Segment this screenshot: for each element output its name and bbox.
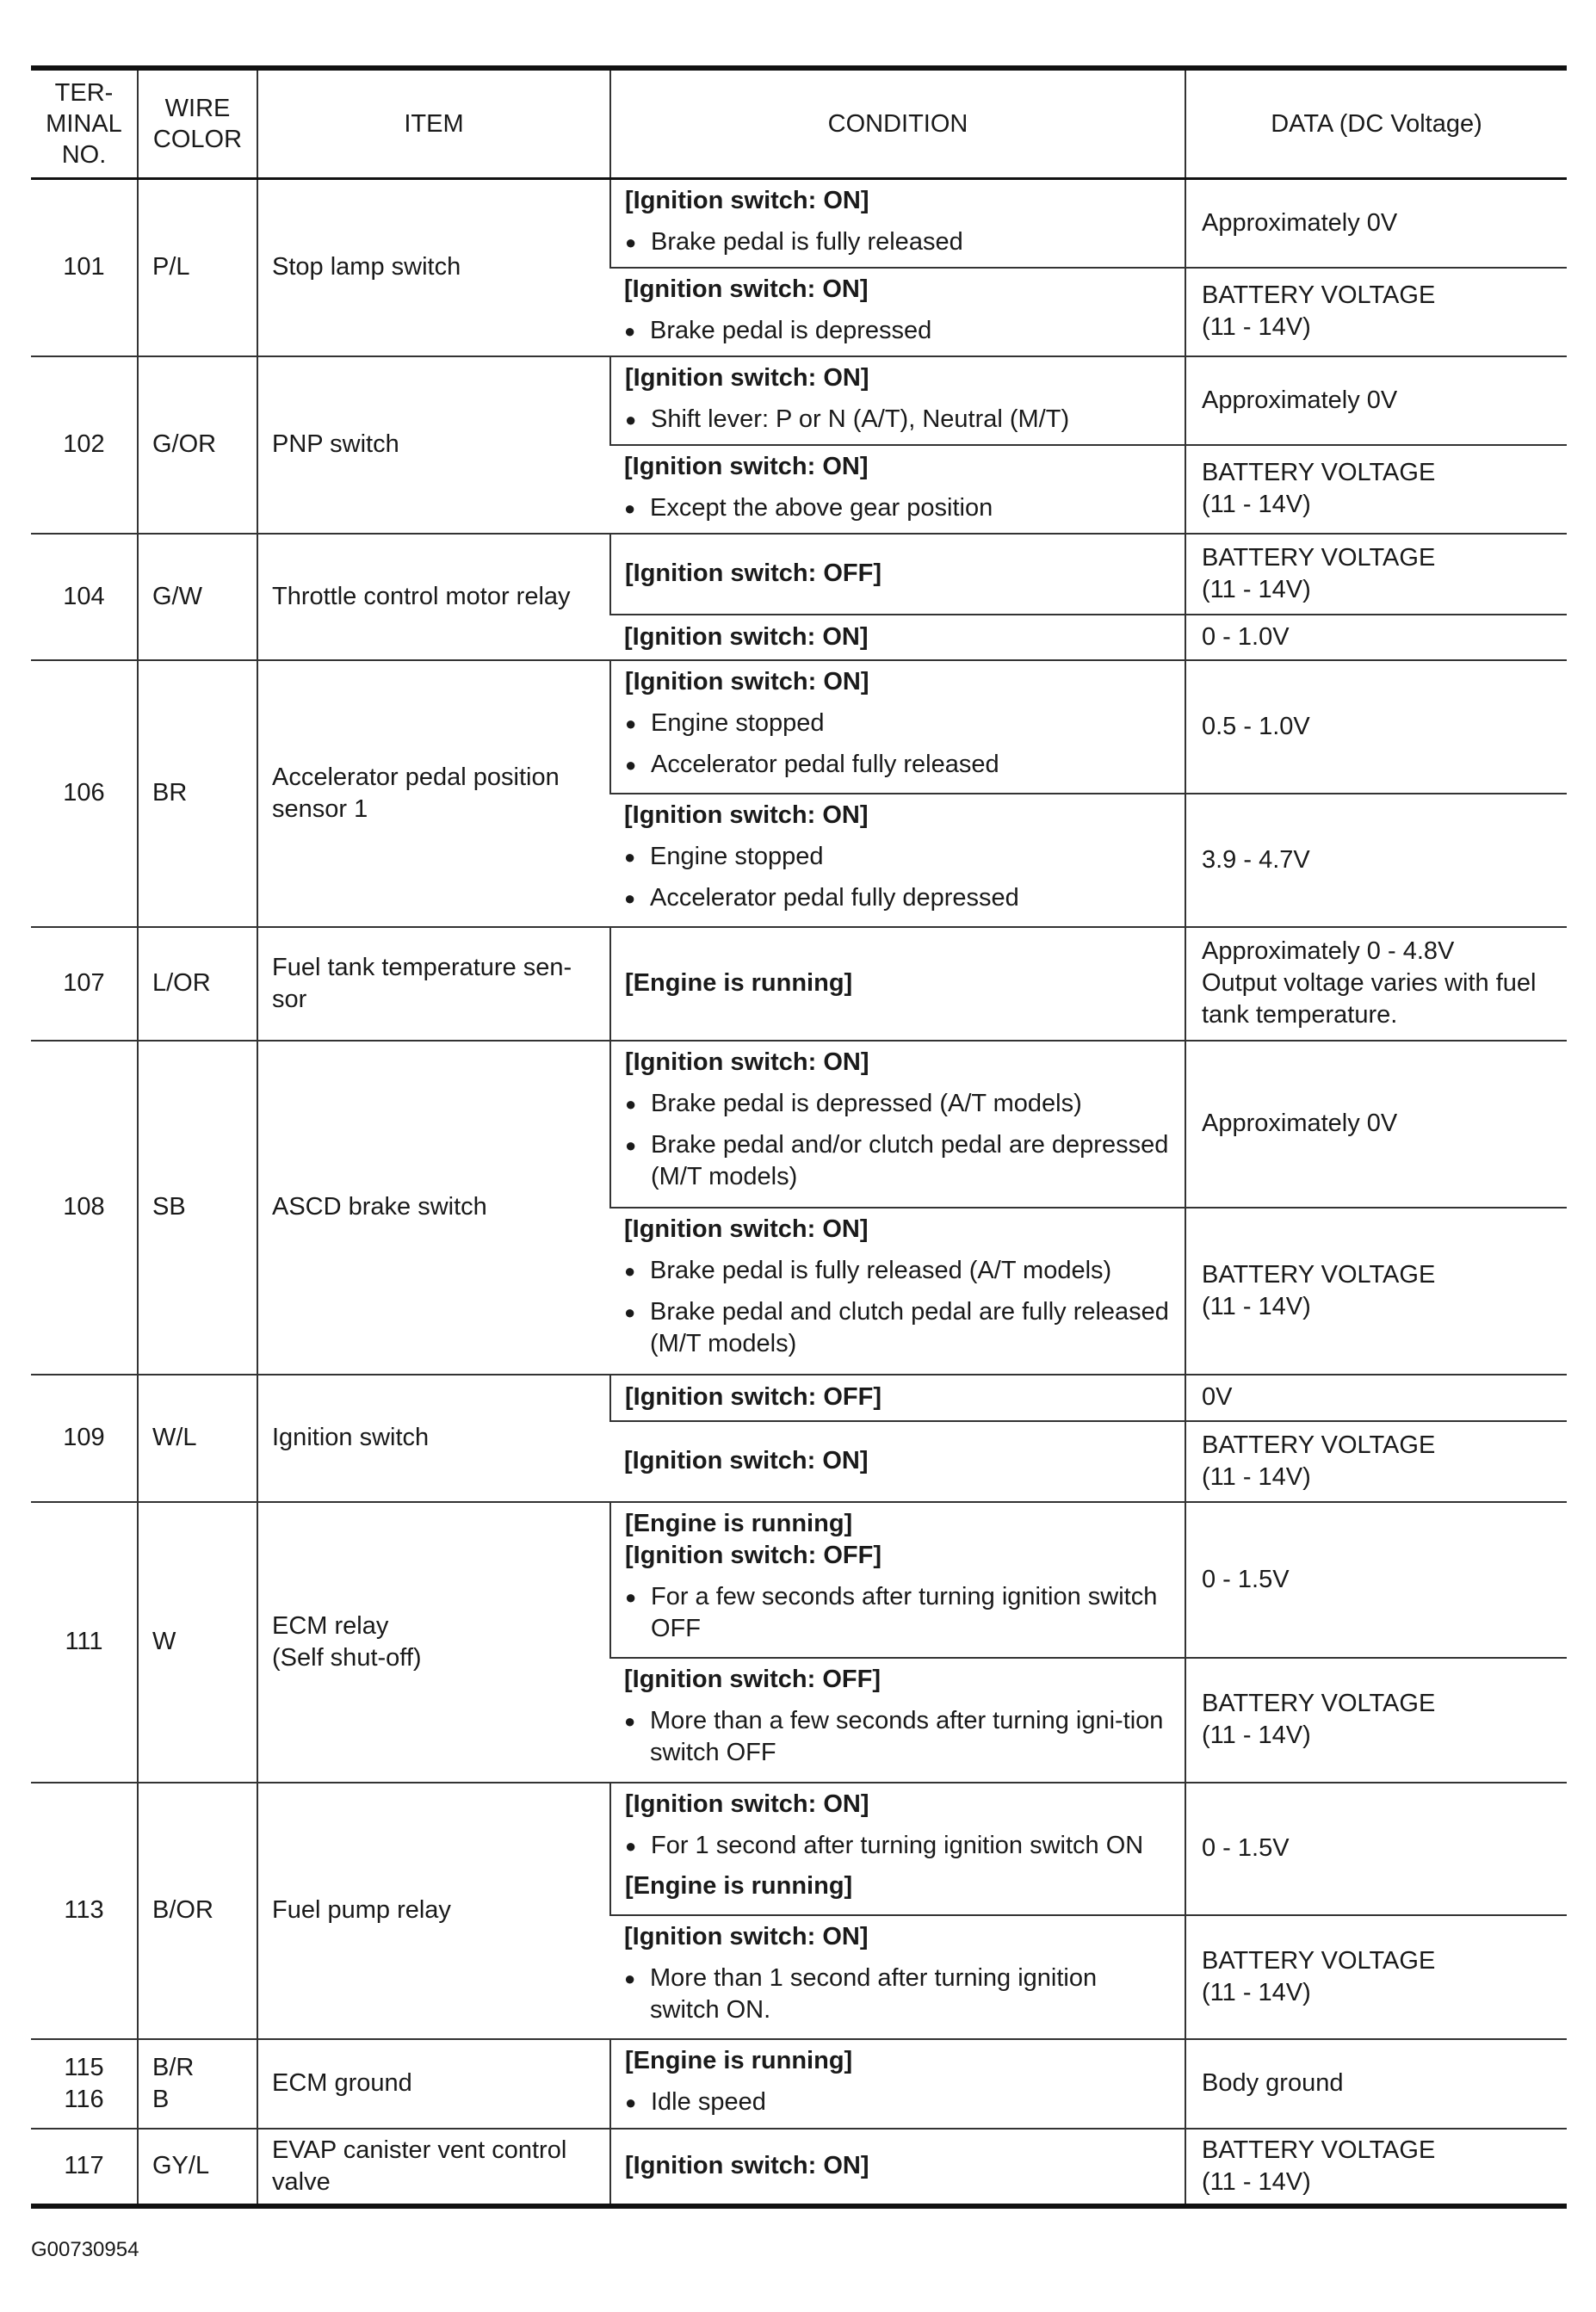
condition-heading: [Engine is running] bbox=[625, 969, 853, 997]
condition-cell bbox=[610, 1041, 1185, 1208]
item-name: Fuel tank temperature sen- sor bbox=[257, 927, 610, 1041]
item-name: Ignition switch bbox=[257, 1375, 610, 1502]
condition-heading: [Engine is running] bbox=[625, 2046, 853, 2074]
terminal-no: 108 bbox=[31, 1041, 138, 1375]
item-name: ASCD brake switch bbox=[257, 1041, 610, 1375]
terminal-no: 101 bbox=[31, 179, 138, 356]
data-value: Body ground bbox=[1185, 2039, 1567, 2129]
wire-color: SB bbox=[138, 1041, 257, 1375]
wire-color: W bbox=[138, 1502, 257, 1783]
wire-color: B/OR bbox=[138, 1783, 257, 2039]
item-name: EVAP canister vent control valve bbox=[257, 2129, 610, 2206]
terminal-no: 109 bbox=[31, 1375, 138, 1502]
condition-cell bbox=[610, 445, 1185, 534]
condition-bullet: ● For a few seconds after turning ignition switch OFF bbox=[625, 1581, 1171, 1645]
item-name: Stop lamp switch bbox=[257, 179, 610, 356]
item-name: ECM ground bbox=[257, 2039, 610, 2129]
terminal-no: 117 bbox=[64, 2152, 104, 2179]
condition-cell bbox=[610, 615, 1185, 660]
data-value: BATTERY VOLTAGE (11 - 14V) bbox=[1185, 534, 1567, 615]
data-value: BATTERY VOLTAGE (11 - 14V) bbox=[1185, 1658, 1567, 1783]
table-row bbox=[31, 1375, 1567, 1421]
condition-cell bbox=[610, 1783, 1185, 1915]
data-value: 0.5 - 1.0V bbox=[1185, 660, 1567, 794]
table-row bbox=[31, 927, 1567, 1041]
condition-heading: [Ignition switch: ON] bbox=[624, 452, 869, 480]
condition-heading: [Engine is running] bbox=[625, 1509, 853, 1537]
data-value: Approximately 0V bbox=[1185, 179, 1567, 268]
condition-cell bbox=[610, 268, 1185, 356]
terminal-no: 111 bbox=[31, 1502, 138, 1783]
condition-bullet: ● Except the above gear position bbox=[624, 492, 1171, 524]
table-row bbox=[31, 179, 1567, 268]
wire-color: L/OR bbox=[138, 927, 257, 1041]
condition-cell bbox=[610, 2129, 1185, 2206]
table-row bbox=[31, 356, 1567, 445]
condition-bullet: ● Accelerator pedal fully depressed bbox=[624, 882, 1171, 914]
data-value: BATTERY VOLTAGE (11 - 14V) bbox=[1185, 1208, 1567, 1375]
condition-cell bbox=[610, 1658, 1185, 1783]
condition-heading: [Ignition switch: OFF] bbox=[625, 559, 882, 587]
table-row bbox=[31, 2129, 1567, 2206]
item-name: PNP switch bbox=[257, 356, 610, 534]
header-data: DATA (DC Voltage) bbox=[1185, 68, 1567, 179]
table-row bbox=[31, 1041, 1567, 1208]
condition-bullet: ● Brake pedal is fully released bbox=[625, 226, 1171, 258]
condition-bullet: ● More than 1 second after turning ignition switch ON. bbox=[624, 1963, 1171, 2026]
condition-cell bbox=[610, 927, 1185, 1041]
terminal-no: 106 bbox=[31, 660, 138, 927]
table-row bbox=[31, 1502, 1567, 1658]
data-value: BATTERY VOLTAGE (11 - 14V) bbox=[1185, 1421, 1567, 1502]
condition-bullet: ● Idle speed bbox=[625, 2086, 1171, 2118]
condition-cell bbox=[610, 1915, 1185, 2039]
wire-color: B/R B bbox=[138, 2039, 257, 2129]
condition-heading: [Ignition switch: ON] bbox=[624, 801, 869, 829]
condition-cell bbox=[610, 1421, 1185, 1502]
condition-bullet: ● Brake pedal is depressed (A/T models) bbox=[625, 1088, 1171, 1120]
header-condition: CONDITION bbox=[610, 68, 1185, 179]
data-value: 3.9 - 4.7V bbox=[1185, 794, 1567, 927]
wire-color: GY/L bbox=[138, 2129, 257, 2206]
condition-cell bbox=[610, 356, 1185, 445]
header-item: ITEM bbox=[257, 68, 610, 179]
condition-heading: [Ignition switch: ON] bbox=[625, 667, 869, 695]
wire-color: BR bbox=[138, 660, 257, 927]
condition-heading: [Ignition switch: ON] bbox=[624, 622, 869, 651]
condition-heading: [Engine is running] bbox=[625, 1871, 853, 1900]
figure-code: G00730954 bbox=[31, 2238, 139, 2261]
condition-bullet: ● Engine stopped bbox=[625, 708, 1171, 739]
table-header-row bbox=[31, 68, 1567, 179]
terminal-no: 107 bbox=[31, 927, 138, 1041]
condition-bullet: ● For 1 second after turning ignition switch ON bbox=[625, 1830, 1171, 1862]
item-name: ECM relay (Self shut-off) bbox=[257, 1502, 610, 1783]
header-terminal-no: TER- MINAL NO. bbox=[31, 68, 138, 179]
condition-bullet: ● Brake pedal is depressed bbox=[624, 315, 1171, 347]
condition-bullet: ● Shift lever: P or N (A/T), Neutral (M/T) bbox=[625, 404, 1171, 436]
ecm-terminal-table bbox=[31, 65, 1567, 2209]
condition-cell bbox=[610, 1375, 1185, 1421]
condition-heading: [Ignition switch: ON] bbox=[625, 187, 869, 214]
data-value: 0 - 1.5V bbox=[1185, 1783, 1567, 1915]
data-value: BATTERY VOLTAGE (11 - 14V) bbox=[1185, 1915, 1567, 2039]
condition-heading: [Ignition switch: ON] bbox=[624, 275, 869, 303]
condition-bullet: ● More than a few seconds after turning igni-tion switch OFF bbox=[624, 1705, 1171, 1769]
data-value: Approximately 0 - 4.8V Output voltage varies with fuel tank temperature. bbox=[1185, 927, 1567, 1041]
condition-heading: [Ignition switch: ON] bbox=[624, 1922, 869, 1950]
condition-heading: [Ignition switch: ON] bbox=[624, 1447, 869, 1474]
condition-bullet: ● Engine stopped bbox=[624, 841, 1171, 873]
condition-cell bbox=[610, 1208, 1185, 1375]
condition-heading: [Ignition switch: ON] bbox=[625, 2152, 869, 2179]
data-value: Approximately 0V bbox=[1185, 356, 1567, 445]
condition-heading: [Ignition switch: ON] bbox=[625, 1048, 869, 1076]
condition-cell bbox=[610, 1502, 1185, 1658]
table-row bbox=[31, 534, 1567, 615]
condition-cell bbox=[610, 179, 1185, 268]
condition-cell bbox=[610, 794, 1185, 927]
table-row bbox=[31, 2039, 1567, 2129]
item-name: Accelerator pedal position sensor 1 bbox=[257, 660, 610, 927]
table-row bbox=[31, 660, 1567, 794]
ecm-terminal-table-container bbox=[31, 65, 1567, 2209]
header-wire-color: WIRE COLOR bbox=[138, 68, 257, 179]
condition-bullet: ● Brake pedal is fully released (A/T models) bbox=[624, 1255, 1171, 1287]
condition-heading: [Ignition switch: ON] bbox=[624, 1215, 869, 1243]
item-name: Fuel pump relay bbox=[257, 1783, 610, 2039]
condition-bullet: ● Brake pedal and/or clutch pedal are depressed (M/T models) bbox=[625, 1129, 1171, 1193]
condition-cell bbox=[610, 534, 1185, 615]
condition-heading: [Ignition switch: ON] bbox=[625, 1790, 869, 1818]
wire-color: W/L bbox=[138, 1375, 257, 1502]
data-value: 0 - 1.0V bbox=[1185, 615, 1567, 660]
terminal-no: 115 116 bbox=[31, 2039, 138, 2129]
data-value: Approximately 0V bbox=[1185, 1041, 1567, 1208]
condition-heading: [Ignition switch: OFF] bbox=[625, 1383, 882, 1411]
data-value: 0V bbox=[1185, 1375, 1567, 1421]
condition-heading: [Ignition switch: ON] bbox=[625, 363, 869, 392]
wire-color: G/OR bbox=[138, 356, 257, 534]
table-row bbox=[31, 1783, 1567, 1915]
condition-heading: [Ignition switch: OFF] bbox=[624, 1665, 882, 1693]
wire-color: G/W bbox=[138, 534, 257, 660]
data-value: BATTERY VOLTAGE (11 - 14V) bbox=[1185, 268, 1567, 356]
condition-cell bbox=[610, 660, 1185, 794]
data-value: BATTERY VOLTAGE (11 - 14V) bbox=[1185, 445, 1567, 534]
condition-bullet: ● Accelerator pedal fully released bbox=[625, 749, 1171, 781]
wire-color: P/L bbox=[138, 179, 257, 356]
data-value: BATTERY VOLTAGE (11 - 14V) bbox=[1185, 2129, 1567, 2206]
item-name: Throttle control motor relay bbox=[257, 534, 610, 660]
condition-bullet: ● Brake pedal and clutch pedal are fully released (M/T models) bbox=[624, 1296, 1171, 1360]
terminal-no: 102 bbox=[31, 356, 138, 534]
condition-heading: [Ignition switch: OFF] bbox=[625, 1541, 882, 1569]
data-value: 0 - 1.5V bbox=[1185, 1502, 1567, 1658]
terminal-no: 113 bbox=[31, 1783, 138, 2039]
terminal-no: 104 bbox=[31, 534, 138, 660]
condition-cell bbox=[610, 2039, 1185, 2129]
